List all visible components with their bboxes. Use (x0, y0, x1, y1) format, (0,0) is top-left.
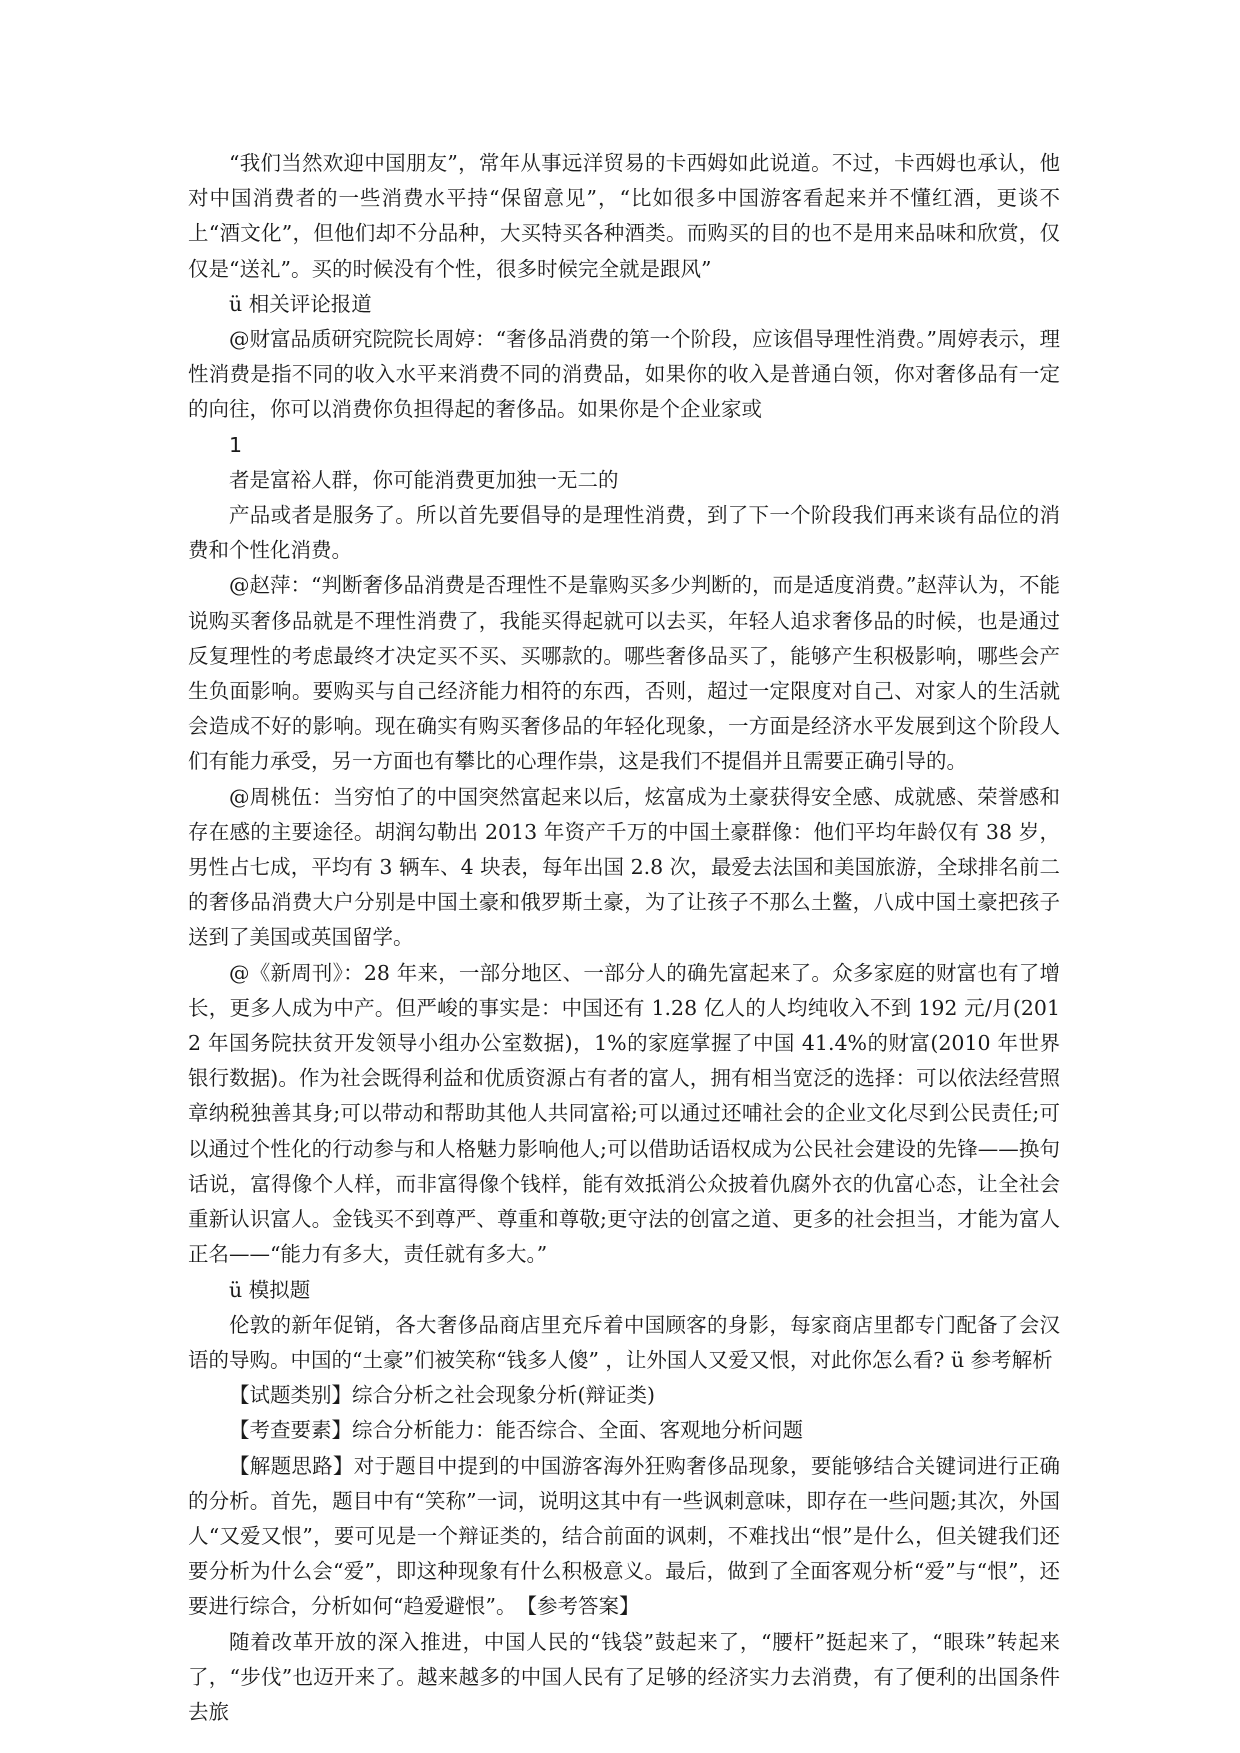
paragraph-zhao-ping: @赵萍：“判断奢侈品消费是否理性不是靠购买多少判断的，而是适度消费。”赵萍认为，不能说购买奢侈品就是不理性消费了，我能买得起就可以去买，年轻人追求奢侈品的时候，也是通过反复理性的考虑最终才决定买不买、买哪款的。哪些奢侈品买了，能够产生积极影响，哪些会产生负面影响。要购买与自己经济能力相符的东西，否则，超过一定限度对自己、对家人的生活就会造成不好的影响。现在确实有购买奢侈品的年轻化现象，一方面是经济水平发展到这个阶段人们有能力承受，另一方面也有攀比的心理作祟，这是我们不提倡并且需要正确引导的。 (188, 573, 1060, 774)
section-heading-mock-question: ü 模拟题 (229, 1277, 311, 1302)
paragraph-zhou-taowu: @周桃伍：当穷怕了的中国突然富起来以后，炫富成为土豪获得安全感、成就感、荣誉感和存在感的主要途径。胡润勾勒出 2013 年资产千万的中国土豪群像：他们平均年龄仅有 38 岁，男性占七成，平均有 3 辆车、4 块表，每年出国 2.8 次，最爱去法国和美国旅游，全球排名前二的奢侈品消费大户分别是中国土豪和俄罗斯土豪，为了让孩子不那么土鳖，八成中国土豪把孩子送到了美国或英国留学。 (188, 784, 1060, 950)
paragraph-continued-line: 者是富裕人群，你可能消费更加独一无二的 (229, 467, 619, 492)
paragraph-reference-answer: 随着改革开放的深入推进，中国人民的“钱袋”鼓起来了，“腰杆”挺起来了，“眼珠”转起来了，“步伐”也迈开来了。越来越多的中国人民有了足够的经济实力去消费，有了便利的出国条件去旅 (188, 1629, 1060, 1724)
paragraph-assessment-elements: 【考查要素】综合分析能力：能否综合、全面、客观地分析问题 (229, 1418, 803, 1443)
section-heading-related-comments: ü 相关评论报道 (229, 291, 372, 316)
paragraph-rational-consumption: 产品或者是服务了。所以首先要倡导的是理性消费，到了下一个阶段我们再来谈有品位的消费和个性化消费。 (188, 503, 1060, 563)
paragraph-kasim-quote: “我们当然欢迎中国朋友”，常年从事远洋贸易的卡西姆如此说道。不过，卡西姆也承认，他对中国消费者的一些消费水平持“保留意见”，“比如很多中国游客看起来并不懂红酒，更谈不上“酒文化”，但他们却不分品种，大买特买各种酒类。而购买的目的也不是用来品味和欣赏，仅仅是“送礼”。买的时候没有个性，很多时候完全就是跟风” (188, 151, 1060, 281)
paragraph-xin-zhoukan: @《新周刊》：28 年来，一部分地区、一部分人的确先富起来了。众多家庭的财富也有了增长，更多人成为中产。但严峻的事实是：中国还有 1.28 亿人的人均纯收入不到 192 元/月(2012 年国务院扶贫开发领导小组办公室数据)，1%的家庭掌握了中国 41.4%的财富(2010 年世界银行数据)。作为社会既得利益和优质资源占有者的富人，拥有相当宽泛的选择：可以依法经营照章纳税独善其身;可以带动和帮助其他人共同富裕;可以通过还哺社会的企业文化尽到公民责任;可以通过个性化的行动参与和人格魅力影响他人;可以借助话语权成为公民社会建设的先锋——换句话说，富得像个人样，而非富得像个钱样，能有效抵消公众披着仇腐外衣的仇富心态，让全社会重新认识富人。金钱买不到尊严、尊重和尊敬;更守法的创富之道、更多的社会担当，才能为富人正名——“能力有多大，责任就有多大。” (188, 960, 1060, 1267)
paragraph-zhou-ting: @财富品质研究院院长周婷：“奢侈品消费的第一个阶段，应该倡导理性消费。”周婷表示，理性消费是指不同的收入水平来消费不同的消费品，如果你的收入是普通白领，你对奢侈品有一定的向往，你可以消费你负担得起的奢侈品。如果你是个企业家或 (188, 327, 1060, 422)
paragraph-solution-approach: 【解题思路】对于题目中提到的中国游客海外狂购奢侈品现象，要能够结合关键词进行正确的分析。首先，题目中有“笑称”一词，说明这其中有一些讽刺意味，即存在一些问题;其次，外国人“又爱又恨”，要可见是一个辩证类的，结合前面的讽刺，不难找出“恨”是什么，但关键我们还要分析为什么会“爱”，即这种现象有什么积极意义。最后，做到了全面客观分析“爱”与“恨”，还要进行综合，分析如何“趋爱避恨”。 【参考答案】 (188, 1453, 1060, 1619)
paragraph-mock-question: 伦敦的新年促销，各大奢侈品商店里充斥着中国顾客的身影，每家商店里都专门配备了会汉语的导购。中国的“土豪”们被笑称“钱多人傻” ，让外国人又爱又恨，对此你怎么看? ü 参考解析 (188, 1312, 1060, 1372)
page-number: 1 (229, 432, 243, 457)
paragraph-question-category: 【试题类别】综合分析之社会现象分析(辩证类) (229, 1383, 655, 1408)
document-body (188, 146, 1060, 1730)
